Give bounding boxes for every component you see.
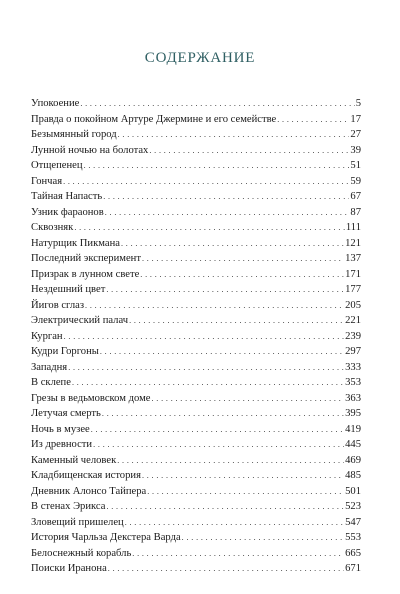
toc-entry-title: Поиски Иранона [31, 563, 107, 574]
toc-leader-dots [149, 143, 349, 159]
toc-entry-title: Безымянный город [31, 129, 117, 140]
toc-entry [31, 329, 361, 345]
toc-entry [31, 530, 361, 546]
toc-leader-dots [68, 360, 344, 376]
toc-entry [31, 158, 361, 174]
toc-entry-title: Лунной ночью на болотах [31, 144, 149, 156]
toc-entry-title: Правда о покойном Артуре Джермине и его семействе [31, 113, 277, 125]
toc-entry [31, 143, 361, 159]
toc-leader-dots [91, 422, 344, 438]
toc-entry [31, 468, 361, 484]
toc-leader-dots [63, 174, 349, 190]
toc-entry-title: Дневник Алонсо Тайпера [31, 485, 147, 497]
toc-leader-dots [74, 220, 345, 236]
table-of-contents [31, 96, 361, 577]
toc-entry-page: 297 [345, 346, 361, 357]
toc-entry [31, 205, 361, 221]
toc-entry-title: Узник фараонов [31, 206, 104, 218]
toc-entry-page: 87 [350, 206, 361, 218]
toc-entry [31, 236, 361, 252]
toc-entry-page: 177 [345, 284, 361, 295]
toc-entry-page: 333 [345, 361, 361, 373]
toc-entry-title: Электрический палач [31, 315, 129, 326]
toc-entry-page: 485 [345, 470, 361, 481]
toc-entry [31, 313, 361, 329]
toc-entry-title: Сквозняк [31, 222, 74, 233]
toc-entry-page: 665 [345, 547, 361, 559]
toc-entry [31, 344, 361, 360]
toc-entry-page: 171 [345, 268, 361, 280]
toc-entry-page: 121 [345, 237, 361, 249]
toc-entry [31, 515, 361, 531]
toc-entry [31, 561, 361, 577]
toc-leader-dots [72, 375, 344, 391]
toc-entry [31, 360, 361, 376]
toc-entry [31, 484, 361, 500]
toc-entry [31, 546, 361, 562]
toc-entry-page: 547 [345, 516, 361, 528]
toc-entry-page: 469 [345, 454, 361, 466]
toc-entry-page: 67 [350, 191, 361, 202]
toc-entry-title: Ночь в музее [31, 423, 90, 435]
toc-entry-page: 395 [345, 408, 361, 419]
toc-entry-title: Последний эксперимент [31, 253, 141, 264]
toc-entry-title: Отщепенец [31, 160, 83, 171]
toc-leader-dots [142, 468, 344, 484]
toc-entry [31, 251, 361, 267]
toc-entry [31, 437, 361, 453]
toc-entry [31, 96, 361, 112]
toc-entry-page: 239 [345, 330, 361, 342]
toc-entry-title: Летучая смерть [31, 408, 101, 419]
toc-leader-dots [277, 112, 349, 128]
toc-entry-page: 553 [345, 532, 361, 543]
toc-leader-dots [106, 282, 344, 298]
toc-leader-dots [100, 344, 344, 360]
toc-entry [31, 391, 361, 407]
toc-entry-title: Белоснежный корабль [31, 547, 132, 559]
toc-leader-dots [182, 530, 344, 546]
toc-entry [31, 174, 361, 190]
toc-entry-title: Нездешний цвет [31, 284, 106, 295]
toc-leader-dots [147, 484, 344, 500]
toc-entry [31, 375, 361, 391]
toc-leader-dots [132, 546, 344, 562]
toc-entry [31, 127, 361, 143]
toc-entry [31, 298, 361, 314]
toc-entry-title: Каменный человек [31, 454, 117, 466]
toc-entry-page: 671 [345, 563, 361, 574]
toc-entry-title: Призрак в лунном свете [31, 268, 140, 280]
toc-entry [31, 406, 361, 422]
toc-entry-page: 59 [350, 175, 361, 187]
toc-entry-page: 419 [345, 423, 361, 435]
toc-entry-page: 363 [345, 392, 361, 404]
toc-entry-page: 445 [345, 439, 361, 450]
toc-entry-title: Упокоение [31, 98, 80, 109]
toc-entry-title: Курган [31, 330, 63, 342]
toc-entry-title: Из древности [31, 439, 93, 450]
toc-entry-page: 353 [345, 377, 361, 388]
toc-entry-title: Тайная Напасть [31, 191, 103, 202]
toc-leader-dots [64, 329, 345, 345]
toc-leader-dots [125, 515, 344, 531]
toc-entry-page: 111 [345, 222, 361, 233]
toc-leader-dots [103, 189, 349, 205]
toc-entry-page: 205 [345, 299, 361, 311]
toc-entry-title: Кудри Горгоны [31, 346, 99, 357]
toc-entry-title: Кладбищенская история [31, 470, 141, 481]
toc-entry-title: Натурщик Пикмана [31, 237, 120, 249]
toc-entry-title: Грезы в ведьмовском доме [31, 392, 151, 404]
toc-entry [31, 189, 361, 205]
toc-entry [31, 220, 361, 236]
toc-leader-dots [105, 205, 350, 221]
toc-entry [31, 499, 361, 515]
toc-entry-page: 221 [345, 315, 361, 326]
toc-leader-dots [140, 267, 344, 283]
toc-leader-dots [152, 391, 345, 407]
toc-entry [31, 453, 361, 469]
toc-entry-title: Западня [31, 361, 68, 373]
toc-entry [31, 282, 361, 298]
toc-leader-dots [93, 437, 344, 453]
toc-entry-title: В склепе [31, 377, 71, 388]
toc-leader-dots [84, 158, 350, 174]
toc-leader-dots [85, 298, 344, 314]
toc-entry-title: Зловещий пришелец [31, 516, 124, 528]
toc-entry-title: Гончая [31, 175, 63, 187]
toc-leader-dots [129, 313, 344, 329]
toc-leader-dots [121, 236, 344, 252]
toc-leader-dots [102, 406, 344, 422]
toc-entry-title: Йигов сглаз [31, 299, 85, 311]
toc-entry-page: 137 [345, 253, 361, 264]
toc-leader-dots [117, 453, 344, 469]
toc-entry-title: История Чарльза Декстера Варда [31, 532, 181, 543]
toc-entry-page: 27 [350, 129, 361, 140]
toc-entry-page: 17 [350, 113, 361, 125]
page-title: СОДЕРЖАНИЕ [144, 50, 256, 66]
toc-leader-dots [142, 251, 344, 267]
toc-entry-page: 5 [355, 98, 361, 109]
toc-leader-dots [106, 499, 344, 515]
toc-entry-page: 39 [350, 144, 361, 156]
toc-entry [31, 267, 361, 283]
toc-entry-page: 523 [345, 501, 361, 512]
toc-leader-dots [118, 127, 350, 143]
toc-entry [31, 422, 361, 438]
toc-leader-dots [80, 96, 354, 112]
toc-entry [31, 112, 361, 128]
toc-entry-page: 501 [345, 485, 361, 497]
toc-leader-dots [108, 561, 344, 577]
toc-entry-page: 51 [350, 160, 361, 171]
toc-entry-title: В стенах Эрикса [31, 501, 106, 512]
